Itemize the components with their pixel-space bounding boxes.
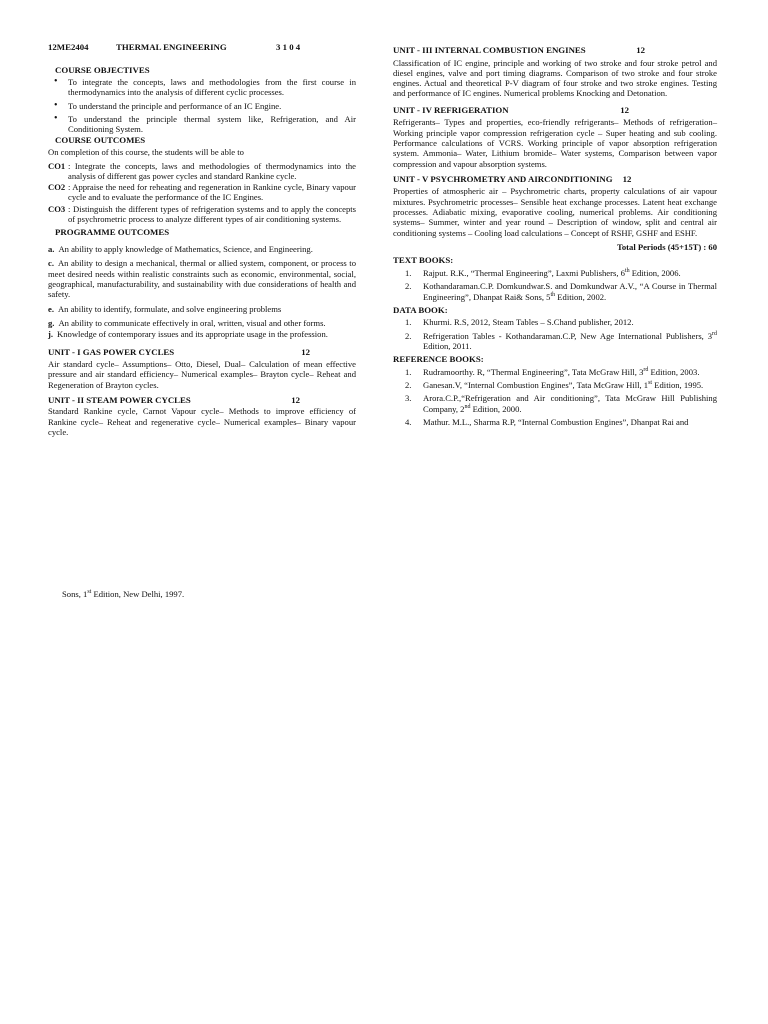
book-item: 1. Khurmi. R.S, 2012, Steam Tables – S.Chand publisher, 2012.: [405, 317, 634, 328]
programme-label: e.: [48, 303, 54, 314]
unit-text: Properties of atmospheric air – Psychrometric charts, property calculations of air vapour mixtures. Psychrometric processes– Sensible heat exchange processes. Latent heat exchange processes. Adiabatic mixing, evaporative cooling, numerical problems. Air conditioning systems– Summer, winter and year round – Description of window, split and central air conditioning systems – Cooling load calculations – Concept of RSHF, GSHF and ESHF.: [393, 186, 717, 238]
unit-title: UNIT - III INTERNAL COMBUSTION ENGINES: [393, 45, 586, 55]
book-item: 2. Ganesan.V, “Internal Combustion Engines”, Tata McGraw Hill, 1st Edition, 1995.: [405, 380, 704, 391]
programme-text: An ability to apply knowledge of Mathematics, Science, and Engineering.: [58, 243, 313, 254]
unit-hours: 12: [622, 173, 632, 184]
programme-item: [48, 304, 356, 314]
programme-item: [48, 329, 356, 339]
course-header: [48, 42, 356, 53]
book-item: 3. Arora.C.P.,“Refrigeration and Air conditioning”, Tata McGraw Hill Publishing Company, 2nd Edition, 2000.: [405, 393, 717, 414]
course-credits: 3 1 0 4: [276, 42, 301, 52]
outcome-item: [48, 161, 356, 182]
outcome-item: [48, 204, 356, 225]
outcome-text: : Appraise the need for reheating and regeneration in Rankine cycle, Binary vapour cycle and to evaluate the performance of the IC Engines.: [68, 182, 356, 203]
unit-text: Classification of IC engine, principle and working of two stroke and four stroke petrol and diesel engines, valve and port timing diagrams. Comparison of two stroke and four stroke engines. Actual and theoretical P-V diagram of four stroke and two stroke engines. Testing and performance of IC engines. Numerical problems Knocking and Detonation.: [393, 57, 717, 99]
programme-label: j.: [48, 329, 54, 340]
unit-title: UNIT - II STEAM POWER CYCLES: [48, 394, 191, 405]
objective-item: • To integrate the concepts, laws and methodologies from the first course in thermodynamics into the analysis of different cyclic processes.: [48, 77, 356, 98]
outcome-item: [48, 182, 356, 203]
course-title: THERMAL ENGINEERING: [116, 42, 227, 52]
programme-text: An ability to design a mechanical, thermal or allied system, component, or process to meet desired needs within realistic constraints such as economic, environmental, social, geographical, manufacturability, and sustainability with due considerations of health and safety.: [48, 258, 356, 300]
unit-heading: [393, 105, 717, 116]
unit-text: Refrigerants– Types and properties, eco-friendly refrigerants– Methods of refrigeration– Working principle vapor compression refrigeration cycle – Super heating and sub cooling. Performance calculations of VCRS. Working principle of vapor absorption refrigeration system. Ammonia– Water, Lithium bromide– Water systems, Comparison between vapor compression and vapour absorption systems.: [393, 117, 717, 169]
total-periods: Total Periods (45+15T) : 60: [616, 242, 717, 253]
programme-text: An ability to communicate effectively in oral, written, visual and other forms.: [58, 317, 326, 328]
outcome-label: CO1: [48, 160, 66, 171]
unit-title: UNIT - I GAS POWER CYCLES: [48, 347, 175, 358]
book-item: 2. Kothandaraman.C.P. Domkundwar.S. and Domkundwar A.V., “A Course in Thermal Engineering”, Dhanpat Rai& Sons, 5th Edition, 2002.: [405, 281, 717, 302]
data-book-list: [393, 317, 717, 351]
outcome-label: CO3: [48, 203, 66, 214]
outcome-text: : Distinguish the different types of refrigeration systems and to apply the concepts of psychrometric process to analyze different types of air conditioning systems.: [68, 203, 356, 225]
text-books-heading: TEXT BOOKS:: [393, 255, 454, 266]
programme-item: [48, 244, 356, 254]
unit-heading: [393, 174, 717, 185]
reference-books-list: [393, 367, 717, 428]
book-item: 1. Rajput. R.K., “Thermal Engineering”, Laxmi Publishers, 6th Edition, 2006.: [405, 267, 681, 278]
objective-item: • To understand the principle and performance of an IC Engine.: [48, 101, 356, 111]
unit-hours: 12: [620, 104, 629, 115]
unit-hours: 12: [291, 394, 300, 405]
data-book-heading: DATA BOOK:: [393, 304, 448, 315]
course-code: 12ME2404: [48, 42, 89, 52]
text-books-list: [393, 268, 717, 302]
programme-heading: PROGRAMME OUTCOMES: [55, 227, 170, 238]
unit-text: Air standard cycle– Assumptions– Otto, Diesel, Dual– Calculation of mean effective pressure and air standard efficiency– Numerical examples– Brayton cycle– Reheat and Regeneration of Brayton cycles.: [48, 358, 356, 390]
unit-title: UNIT - V PSYCHROMETRY AND AIRCONDITIONING: [393, 173, 613, 184]
outcomes-heading: COURSE OUTCOMES: [55, 134, 146, 145]
book-item: 2. Refrigeration Tables - Kothandaraman.C.P, New Age International Publishers, 3rd Edition, 2011.: [405, 330, 717, 351]
book-item: 1. Rudramoorthy. R, “Thermal Engineering”, Tata McGraw Hill, 3rd Edition, 2003.: [405, 366, 700, 377]
programme-item: [48, 318, 356, 328]
objectives-list: [48, 77, 356, 135]
outcome-label: CO2: [48, 182, 66, 193]
programme-text: Knowledge of contemporary issues and its appropriate usage in the profession.: [57, 329, 328, 340]
programme-label: a.: [48, 243, 55, 254]
unit-heading: [48, 347, 356, 358]
page-footer-continuation: Sons, 1st Edition, New Delhi, 1997.: [62, 589, 185, 599]
reference-books-heading: REFERENCE BOOKS:: [393, 354, 484, 365]
left-column: [48, 42, 356, 437]
outcomes-intro: On completion of this course, the students will be able to: [48, 147, 244, 158]
unit-hours: 12: [636, 45, 645, 55]
outcome-text: : Integrate the concepts, laws and methodologies of thermodynamics into the analysis of different gas power cycles and standard Rankine cycle.: [68, 160, 356, 181]
unit-hours: 12: [301, 347, 310, 358]
objective-item: • To understand the principle thermal system like, Refrigeration, and Air Conditioning System.: [48, 114, 356, 135]
programme-text: An ability to identify, formulate, and solve engineering problems: [57, 303, 282, 314]
right-column: [393, 42, 717, 430]
unit-heading: [393, 45, 717, 56]
programme-label: c.: [48, 258, 54, 269]
unit-heading: [48, 395, 356, 406]
book-item: 4. Mathur. M.L., Sharma R.P, “Internal Combustion Engines”, Dhanpat Rai and: [405, 417, 689, 428]
programme-label: g.: [48, 317, 55, 328]
objectives-heading: COURSE OBJECTIVES: [55, 64, 150, 75]
programme-item: [48, 258, 356, 299]
unit-title: UNIT - IV REFRIGERATION: [393, 104, 509, 115]
unit-text: Standard Rankine cycle, Carnot Vapour cycle– Methods to improve efficiency of Rankine cycle– Reheat and regenerative cycle– Numerical examples– Binary vapour cycle.: [48, 406, 356, 438]
